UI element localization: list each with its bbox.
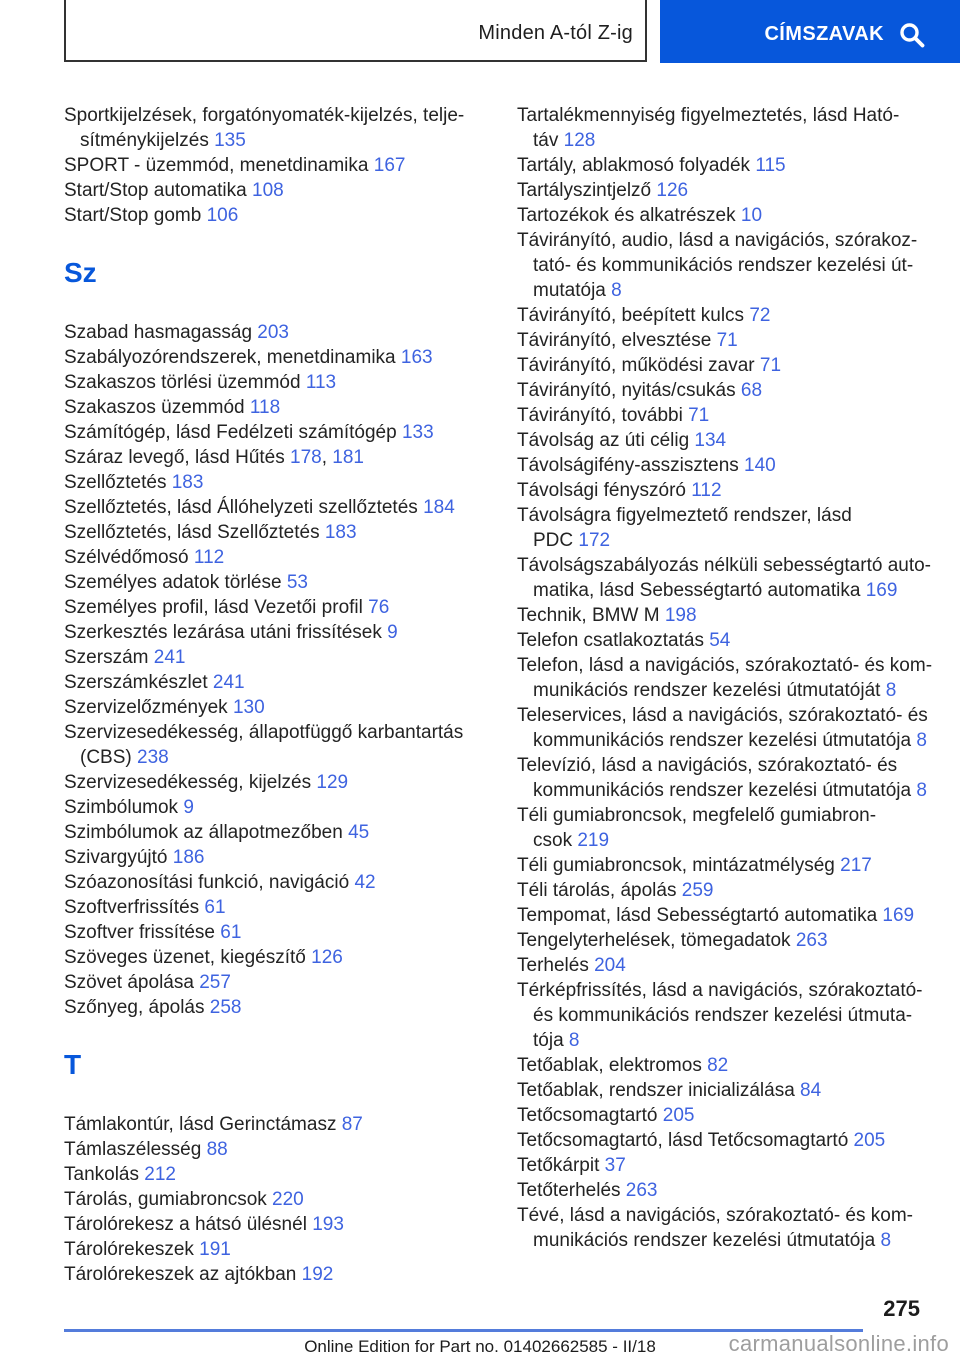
entry-text: sítménykijelzés <box>80 130 215 151</box>
page-link[interactable]: 54 <box>709 630 731 651</box>
section-letter: T <box>64 1049 82 1080</box>
page-link[interactable]: 118 <box>249 397 281 418</box>
entry-text: Tempomat, lásd Sebességtartó automatika <box>517 905 883 926</box>
index-entry <box>64 445 482 470</box>
index-entry <box>64 770 482 795</box>
page-link[interactable]: 257 <box>199 972 231 993</box>
page-link[interactable]: 238 <box>137 747 169 768</box>
index-entry <box>64 695 482 720</box>
index-entry <box>517 328 935 353</box>
index-entry <box>64 595 482 620</box>
entry-text: Tartozékok és alkatrészek <box>517 205 741 226</box>
index-entry <box>517 553 935 603</box>
edition-note: Online Edition for Part no. 01402662585 - II/18 <box>304 1337 656 1356</box>
page-link[interactable]: 106 <box>206 205 239 226</box>
entry-text: Támlakontúr, lásd Gerinctámasz <box>64 1114 342 1135</box>
entry-text: Szellőztetés, lásd Állóhelyzeti szellőztetés <box>64 497 424 518</box>
page-link[interactable]: 140 <box>744 455 776 476</box>
index-entry <box>517 303 935 328</box>
entry-text: Téli gumiabroncsok, megfelelő gumiabron- <box>517 805 877 826</box>
page-link[interactable]: 112 <box>193 547 225 568</box>
entry-text: Szakaszos törlési üzemmód <box>64 372 306 393</box>
index-entry <box>517 228 935 303</box>
index-entry <box>64 1162 482 1187</box>
index-entry <box>517 803 935 853</box>
entry-text: Tévé, lásd a navigációs, szórakoztató- és kom- <box>517 1205 914 1226</box>
index-entry <box>517 1178 935 1203</box>
page-link[interactable]: 88 <box>206 1139 228 1160</box>
page-link[interactable]: 8 <box>916 730 927 751</box>
entry-text: mutatója <box>533 280 612 301</box>
page-link[interactable]: 212 <box>144 1164 176 1185</box>
page-link[interactable]: 42 <box>354 872 376 893</box>
entry-text: Szakaszos üzemmód <box>64 397 250 418</box>
page-link[interactable]: 191 <box>199 1239 231 1260</box>
index-entry <box>517 853 935 878</box>
page-link[interactable]: 204 <box>594 955 626 976</box>
index-tab-button[interactable] <box>660 0 960 63</box>
entry-text: Sportkijelzések, forgatónyomaték-kijelzés, telje- <box>64 105 465 126</box>
index-entry <box>64 1112 482 1137</box>
page-link[interactable]: 68 <box>740 380 763 401</box>
page-link[interactable]: 84 <box>800 1080 822 1101</box>
watermark: carmanualsonline.info <box>728 1331 949 1356</box>
entry-text: Televízió, lásd a navigációs, szórakoztató- és <box>517 755 898 776</box>
page-link[interactable]: 45 <box>348 822 370 843</box>
page-link[interactable]: 108 <box>252 180 284 201</box>
index-entry <box>64 870 482 895</box>
entry-text: Száraz levegő, lásd Hűtés <box>64 447 291 468</box>
index-entry <box>517 928 935 953</box>
index-entry <box>64 670 482 695</box>
page-link[interactable]: 167 <box>373 155 406 176</box>
entry-text: Támlaszélesség <box>64 1139 207 1160</box>
entry-text: kommunikációs rendszer kezelési útmutatója <box>533 730 917 751</box>
index-entry <box>517 503 935 553</box>
entry-text: munikációs rendszer kezelési útmutatóját <box>533 680 886 701</box>
index-entry <box>64 970 482 995</box>
page-link[interactable]: 259 <box>681 880 714 901</box>
entry-text: csok <box>533 830 578 851</box>
index-entry <box>517 403 935 428</box>
index-entry <box>64 520 482 545</box>
index-entry <box>64 895 482 920</box>
index-entry <box>64 395 482 420</box>
index-entry <box>517 953 935 978</box>
index-entry <box>64 1262 482 1287</box>
entry-text: Start/Stop automatika <box>64 180 252 201</box>
index-entry <box>64 620 482 645</box>
entry-text: Start/Stop gomb <box>64 205 207 226</box>
page-link[interactable]: 128 <box>563 130 596 151</box>
index-entry <box>64 995 482 1020</box>
entry-text: Téli gumiabroncsok, mintázatmélység <box>517 855 841 876</box>
page-link[interactable]: 178 <box>290 447 322 468</box>
page-link[interactable]: 113 <box>305 372 337 393</box>
entry-text: Szélvédőmosó <box>64 547 194 568</box>
entry-text: Tetőcsomagtartó, lásd Tetőcsomagtartó <box>517 1130 854 1151</box>
entry-text: Távirányító, elvesztése <box>517 330 717 351</box>
index-entry <box>64 795 482 820</box>
page-link[interactable]: 169 <box>865 580 898 601</box>
entry-text: Távolságra figyelmeztető rendszer, lásd <box>517 505 852 526</box>
entry-text: matika, lásd Sebességtartó automatika <box>533 580 866 601</box>
index-entry <box>64 1187 482 1212</box>
index-entry <box>64 203 482 228</box>
index-entry <box>64 920 482 945</box>
chapter-title-box <box>64 0 647 62</box>
entry-text: Szoftver frissítése <box>64 922 221 943</box>
entry-text: Szellőztetés <box>64 472 172 493</box>
page-link[interactable]: 8 <box>880 1230 892 1251</box>
index-entry <box>517 1128 935 1153</box>
search-icon <box>898 21 926 49</box>
page-link[interactable]: 205 <box>853 1130 886 1151</box>
page-link[interactable]: 181 <box>332 447 364 468</box>
page-link[interactable]: 258 <box>209 997 242 1018</box>
entry-text: és kommunikációs rendszer kezelési útmuta- <box>533 1005 913 1026</box>
index-entry <box>64 1137 482 1162</box>
page-link[interactable]: 126 <box>311 947 343 968</box>
entry-text: Tetőkárpit <box>517 1155 605 1176</box>
entry-text: Távolságszabályozás nélküli sebességtartó auto- <box>517 555 932 576</box>
page-link[interactable]: 115 <box>755 155 786 176</box>
entry-text: Tankolás <box>64 1164 145 1185</box>
index-entry <box>517 628 935 653</box>
entry-text: Távirányító, további <box>517 405 689 426</box>
entry-text: kommunikációs rendszer kezelési útmutatója <box>533 780 917 801</box>
entry-text: Távirányító, beépített kulcs <box>517 305 750 326</box>
index-entry <box>517 153 935 178</box>
entry-text: Szövet ápolása <box>64 972 200 993</box>
index-entry <box>517 378 935 403</box>
index-entry <box>64 178 482 203</box>
page-link[interactable]: 87 <box>341 1114 363 1135</box>
entry-text: Tengelyterhelések, tömegadatok <box>517 930 796 951</box>
entry-text: Terhelés <box>517 955 595 976</box>
page-link[interactable]: 241 <box>212 672 245 693</box>
page-link[interactable]: 263 <box>795 930 828 951</box>
entry-text: Tartalékmennyiség figyelmeztetés, lásd Ható- <box>517 105 900 126</box>
page-link[interactable]: 205 <box>662 1105 695 1126</box>
entry-text: Téli tárolás, ápolás <box>517 880 682 901</box>
entry-text: Szerszámkészlet <box>64 672 213 693</box>
entry-text: Tetőcsomagtartó <box>517 1105 663 1126</box>
index-entry <box>517 978 935 1053</box>
page-link[interactable]: 169 <box>882 905 915 926</box>
index-entry <box>64 103 482 153</box>
page-link[interactable]: 8 <box>568 1030 580 1051</box>
page-link[interactable]: 184 <box>423 497 455 518</box>
index-column-left <box>64 103 482 1287</box>
page-link[interactable]: 9 <box>183 797 194 818</box>
index-column-right <box>517 103 935 1253</box>
index-entry <box>517 1153 935 1178</box>
index-entry <box>64 570 482 595</box>
page-link[interactable]: 72 <box>749 305 771 326</box>
index-entry <box>517 453 935 478</box>
entry-text: Távolság az úti célig <box>517 430 695 451</box>
section-letter: Sz <box>64 257 97 288</box>
page-link[interactable]: 193 <box>312 1214 344 1235</box>
index-entry <box>64 370 482 395</box>
page-link[interactable]: 8 <box>611 280 622 301</box>
entry-text: Szervizesedékesség, kijelzés <box>64 772 317 793</box>
page-link[interactable]: 186 <box>172 847 205 868</box>
index-entry <box>64 645 482 670</box>
index-entry <box>64 153 482 178</box>
page-link[interactable]: 217 <box>840 855 872 876</box>
entry-text: Szellőztetés, lásd Szellőztetés <box>64 522 325 543</box>
entry-text: Szöveges üzenet, kiegészítő <box>64 947 312 968</box>
index-entry <box>64 470 482 495</box>
page-link[interactable]: 192 <box>301 1264 334 1285</box>
page-link[interactable]: 241 <box>153 647 186 668</box>
index-entry <box>517 753 935 803</box>
index-entry <box>517 1203 935 1253</box>
entry-text: Szerszám <box>64 647 154 668</box>
page-link[interactable]: 10 <box>740 205 763 226</box>
index-tab-label: CÍMSZAVAK <box>764 23 884 45</box>
page-link[interactable]: 8 <box>916 780 927 801</box>
index-entry <box>517 903 935 928</box>
page-link[interactable]: 219 <box>577 830 610 851</box>
page-link[interactable]: 76 <box>368 597 390 618</box>
index-entry <box>64 845 482 870</box>
entry-text: Szimbólumok <box>64 797 184 818</box>
entry-text: Térképfrissítés, lásd a navigációs, szórakoztató- <box>517 980 923 1001</box>
entry-text: táv <box>533 130 564 151</box>
index-entry <box>517 603 935 628</box>
page-link[interactable]: 8 <box>885 680 897 701</box>
entry-text: Szóazonosítási funkció, navigáció <box>64 872 355 893</box>
page-link[interactable]: 61 <box>220 922 242 943</box>
index-entry <box>517 203 935 228</box>
page-link[interactable]: 134 <box>694 430 727 451</box>
index-entry <box>64 320 482 345</box>
page-link[interactable]: 163 <box>400 347 433 368</box>
index-entry <box>64 420 482 445</box>
index-entry <box>517 103 935 153</box>
index-entry <box>517 878 935 903</box>
entry-text: , <box>321 447 333 468</box>
entry-text: Szervizesedékesség, állapotfüggő karbantartás <box>64 722 464 743</box>
entry-text: Tartályszintjelző <box>517 180 657 201</box>
index-entry <box>64 945 482 970</box>
index-entry <box>64 1237 482 1262</box>
index-entry <box>64 820 482 845</box>
entry-text: munikációs rendszer kezelési útmutatója <box>533 1230 881 1251</box>
entry-text: Szerkesztés lezárása utáni frissítések <box>64 622 388 643</box>
index-entry <box>64 720 482 770</box>
entry-text: Szimbólumok az állapotmezőben <box>64 822 349 843</box>
page-link[interactable]: 61 <box>204 897 226 918</box>
index-entry <box>64 495 482 520</box>
entry-text: Távirányító, működési zavar <box>517 355 760 376</box>
entry-text: Szivargyújtó <box>64 847 173 868</box>
entry-text: Telefon csatlakoztatás <box>517 630 710 651</box>
entry-text: SPORT - üzemmód, menetdinamika <box>64 155 374 176</box>
entry-text: tója <box>533 1030 569 1051</box>
index-entry <box>517 653 935 703</box>
page-link[interactable]: 172 <box>578 530 611 551</box>
entry-text: Személyes adatok törlése <box>64 572 287 593</box>
index-entry <box>517 428 935 453</box>
index-entry <box>517 1103 935 1128</box>
entry-text: Teleservices, lásd a navigációs, szórakoztató- és <box>517 705 928 726</box>
entry-text: Szoftverfrissítés <box>64 897 205 918</box>
page-link[interactable]: 82 <box>707 1055 729 1076</box>
page-link[interactable]: 220 <box>272 1189 304 1210</box>
entry-text: Telefon, lásd a navigációs, szórakoztató- és kom- <box>517 655 933 676</box>
entry-text: Tetőablak, elektromos <box>517 1055 708 1076</box>
index-entry <box>64 1212 482 1237</box>
page-link[interactable]: 183 <box>171 472 204 493</box>
entry-text: Tetőterhelés <box>517 1180 626 1201</box>
entry-text: Tárolás, gumiabroncsok <box>64 1189 273 1210</box>
page-link[interactable]: 71 <box>759 355 782 376</box>
entry-text: Szervizelőzmények <box>64 697 233 718</box>
page-link[interactable]: 129 <box>316 772 349 793</box>
entry-text: Szabad hasmagasság <box>64 322 258 343</box>
page-link[interactable]: 133 <box>401 422 434 443</box>
index-entry <box>517 1053 935 1078</box>
page-number: 275 <box>883 1296 920 1321</box>
entry-text: Tárolórekeszek az ajtókban <box>64 1264 302 1285</box>
page-link[interactable]: 126 <box>656 180 689 201</box>
entry-text: Tetőablak, rendszer inicializálása <box>517 1080 801 1101</box>
page-link[interactable]: 9 <box>387 622 398 643</box>
index-entry <box>517 1078 935 1103</box>
page-link[interactable]: 203 <box>257 322 289 343</box>
entry-text: Távirányító, nyitás/csukás <box>517 380 741 401</box>
index-entry <box>517 703 935 753</box>
entry-text: Távolsági fényszóró <box>517 480 692 501</box>
page-link[interactable]: 53 <box>286 572 308 593</box>
index-entry <box>64 545 482 570</box>
entry-text: Távolságifény-asszisztens <box>517 455 745 476</box>
entry-text: PDC <box>533 530 579 551</box>
entry-text: Tartály, ablakmosó folyadék <box>517 155 756 176</box>
index-entry <box>64 345 482 370</box>
page-link[interactable]: 130 <box>232 697 265 718</box>
index-entry <box>517 353 935 378</box>
entry-text: Számítógép, lásd Fedélzeti számítógép <box>64 422 402 443</box>
entry-text: Személyes profil, lásd Vezetői profil <box>64 597 369 618</box>
entry-text: tató- és kommunikációs rendszer kezelési út- <box>533 255 914 276</box>
index-entry <box>517 178 935 203</box>
entry-text: (CBS) <box>80 747 137 768</box>
entry-text: Távirányító, audio, lásd a navigációs, szórakoz- <box>517 230 918 251</box>
page-link[interactable]: 37 <box>604 1155 626 1176</box>
entry-text: Tárolórekesz a hátsó ülésnél <box>64 1214 313 1235</box>
entry-text: Szabályozórendszerek, menetdinamika <box>64 347 401 368</box>
chapter-title: Minden A-tól Z-ig <box>478 21 633 44</box>
page-link[interactable]: 112 <box>691 480 722 501</box>
page-link[interactable]: 71 <box>716 330 738 351</box>
page-link[interactable]: 135 <box>214 130 246 151</box>
page-link[interactable]: 198 <box>664 605 697 626</box>
page-link[interactable]: 263 <box>625 1180 658 1201</box>
index-entry <box>517 478 935 503</box>
entry-text: Technik, BMW M <box>517 605 665 626</box>
page-link[interactable]: 183 <box>324 522 357 543</box>
entry-text: Szőnyeg, ápolás <box>64 997 210 1018</box>
page-link[interactable]: 71 <box>688 405 710 426</box>
entry-text: Tárolórekeszek <box>64 1239 200 1260</box>
